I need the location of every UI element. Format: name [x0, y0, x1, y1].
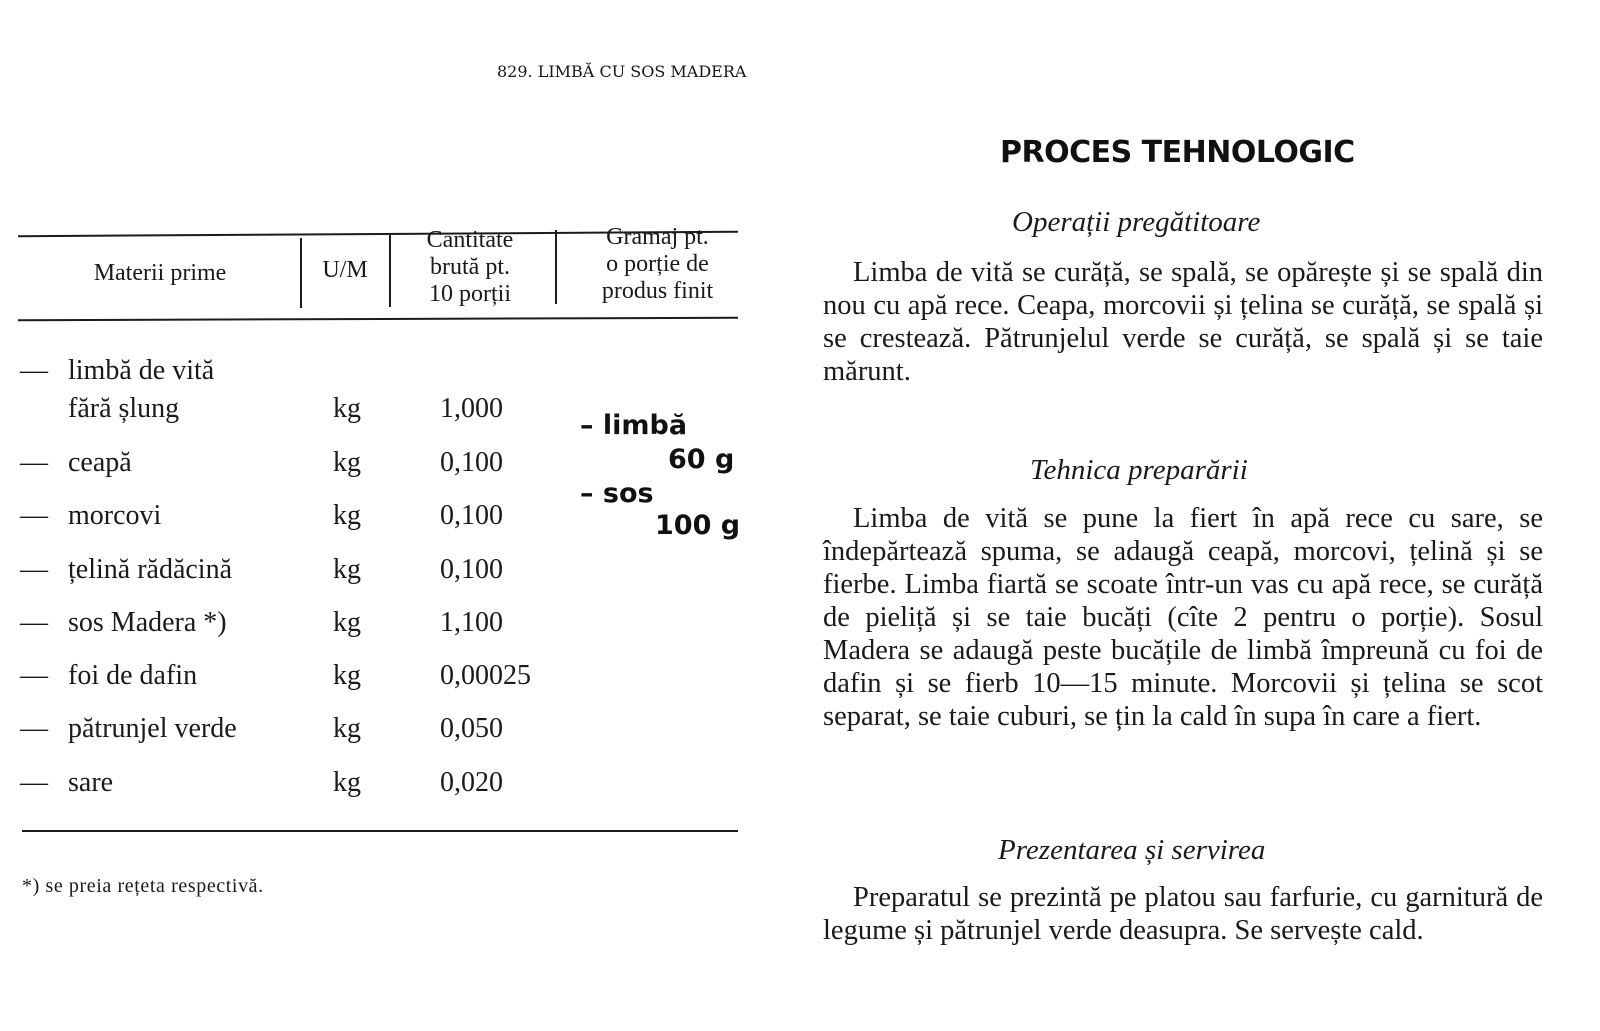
header-cantitate: Cantitate brută pt. 10 porții	[426, 227, 514, 307]
recipe-name: LIMBĂ CU SOS MADERA	[537, 62, 747, 81]
ingredient-qty: 0,020	[440, 767, 503, 798]
section-text: Limba de vită se curăță, se spală, se opărește și se spală din nou cu apă rece. Ceapa, morcovii și țelina se curăță, se spală și se crestează. Pătrunjelul verde se curăță, se spală și se taie mărunt.	[823, 257, 1543, 387]
gramaj-sos-value: 100 g	[655, 510, 741, 541]
column-divider	[555, 230, 557, 304]
column-divider	[389, 235, 391, 307]
section-heading: Prezentarea și servirea	[998, 834, 1266, 866]
ingredient-qty: 0,100	[440, 554, 503, 585]
footnote: *) se preia rețeta respectivă.	[22, 875, 264, 897]
ingredient-name: sos Madera *)	[68, 607, 227, 638]
ingredient-name: morcovi	[68, 500, 162, 531]
ingredient-name: foi de dafin	[68, 660, 198, 691]
ingredient-um: kg	[333, 607, 361, 638]
gramaj-sos-label: – sos	[580, 478, 654, 509]
ingredient-um: kg	[333, 500, 361, 531]
table-header-rule	[18, 317, 738, 322]
ingredient-name: sare	[68, 767, 114, 798]
process-title: PROCES TEHNOLOGIC	[1000, 135, 1355, 170]
ingredient-qty: 1,100	[440, 607, 503, 638]
section-heading: Tehnica preparării	[1030, 454, 1248, 486]
ingredient-um: kg	[333, 660, 361, 691]
section-heading: Operații pregătitoare	[1012, 206, 1261, 238]
ingredient-um: kg	[333, 767, 361, 798]
header-um: U/M	[322, 257, 368, 283]
ingredient-name-cont: fără șlung	[68, 393, 180, 424]
header-materii-prime: Materii prime	[93, 260, 227, 286]
ingredient-um: kg	[333, 554, 361, 585]
section-text: Limba de vită se pune la fiert în apă rece cu sare, se îndepărtează spuma, se adaugă ceapă, morcovi, țelină și se fierbe. Limba fiartă se scoate într-un vas cu apă rece, se curăță de pieliță și se taie bucăți (cîte 2 pentru o porție). Sosul Madera se adaugă peste bucățile de limbă împreună cu foi de dafin și se fierb 10—15 minute. Morcovii și țelina se scot separat, se taie cuburi, se țin la cald în supa în care a fiert.	[823, 503, 1543, 732]
ingredient-name: țelină rădăcină	[68, 554, 233, 585]
ingredient-um: kg	[333, 713, 361, 744]
gramaj-limba-label: – limbă	[580, 410, 688, 441]
ingredient-qty: 0,050	[440, 713, 503, 744]
ingredient-qty: 0,00025	[440, 660, 531, 691]
ingredient-qty: 1,000	[440, 393, 503, 424]
ingredient-qty: 0,100	[440, 447, 503, 478]
ingredient-name: limbă de vită	[68, 355, 215, 386]
recipe-number: 829.	[497, 62, 533, 81]
table-bottom-rule	[22, 830, 738, 832]
section-text: Preparatul se prezintă pe platou sau farfurie, cu garnitură de legume și pătrunjel verde deasupra. Se servește cald.	[823, 882, 1543, 946]
header-gramaj: Gramaj pt. o porție de produs finit	[601, 224, 714, 304]
column-divider	[300, 238, 302, 308]
ingredient-qty: 0,100	[440, 500, 503, 531]
ingredient-um: kg	[333, 393, 361, 424]
ingredient-um: kg	[333, 447, 361, 478]
ingredient-name: ceapă	[68, 447, 132, 478]
ingredient-name: pătrunjel verde	[68, 713, 237, 744]
recipe-title	[497, 62, 746, 81]
gramaj-limba-value: 60 g	[668, 444, 735, 475]
